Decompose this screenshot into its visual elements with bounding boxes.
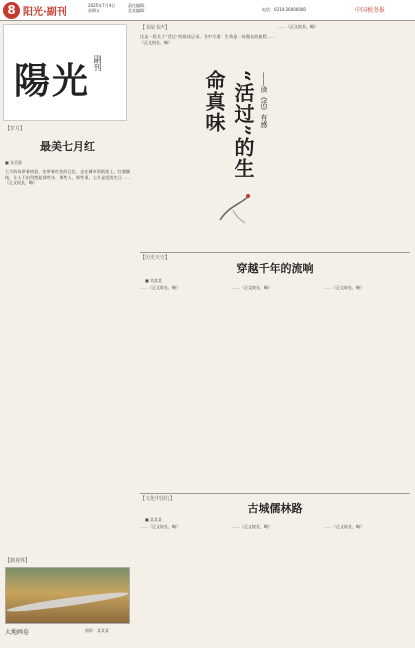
left-story-text: 七月的风带着热浪，也带着红色的记忆。走在城市的街道上，红旗飘扬，让人不由得想起那些年、那些人、那些事。七月是党的生日……（正文较长，略） — [5, 169, 130, 185]
mid-story-column-3: ……（正文较长，略） — [324, 285, 364, 290]
bottom-story-byline: ■ 某某某 — [145, 517, 163, 522]
bottom-story-columns — [140, 524, 410, 644]
crane-illustration — [215, 185, 255, 235]
bottom-story-column-2: ……（正文较长，略） — [232, 524, 272, 529]
mid-story-column-1: ……（正文较长，略） — [140, 285, 180, 290]
issue-date-line-2: 星期五 — [88, 8, 100, 13]
issue-date — [88, 3, 115, 13]
left-story-byline: ■ 张美静 — [5, 160, 23, 165]
left-story-title: 最美七月红 — [40, 140, 95, 153]
photo-credit: 摄影：某某某 — [85, 628, 109, 633]
section-divider — [140, 252, 410, 253]
river-shape — [6, 589, 129, 614]
photo-block — [5, 557, 130, 642]
top-story-text: 这是一段关于“活过”的阅读记录。书中写道：生命是一场漫长的旅程……（正文较长，略） — [140, 34, 275, 45]
page-number: 8 — [3, 2, 20, 19]
bottom-story-title: 古城儒林路 — [247, 502, 303, 515]
photo-caption: 大地画卷 — [5, 629, 30, 636]
masthead-subtitle: 副刊 — [93, 55, 102, 71]
left-story-tag: 【岁月】 — [5, 126, 26, 132]
photo-tag: 【微视界】 — [5, 558, 31, 564]
brand-mark: 中国税务报 — [355, 7, 386, 14]
top-story-tag: 【书屋书声】 — [140, 25, 171, 31]
masthead-title: 陽光 — [14, 60, 91, 102]
masthead — [3, 24, 127, 121]
bottom-story-column-3: ……（正文较长，略） — [324, 524, 364, 529]
bottom-story-column-1: ……（正文较长，略） — [140, 524, 180, 529]
left-column — [5, 125, 130, 550]
landscape-photo — [5, 567, 130, 624]
top-right-column — [278, 24, 410, 249]
section-divider — [140, 493, 410, 494]
mid-story-byline: ■ 刘某某 — [145, 278, 163, 283]
issue-date-line-1: 2025年7月4日 — [88, 3, 116, 8]
mid-story-tag: 【历史天空】 — [140, 255, 171, 261]
vertical-subtitle: ——读《活》有感 — [260, 72, 268, 128]
top-right-text: ……（正文较长，略） — [278, 24, 318, 29]
vertical-title: “活过”的生命真味 — [202, 70, 255, 180]
mid-story-title: 穿越千年的流响 — [236, 262, 314, 275]
page-header — [0, 0, 415, 21]
mid-story-column-2: ……（正文较长，略） — [232, 285, 272, 290]
section-title: 阳光·副刊 — [23, 7, 67, 18]
editor-info-line-2: 美术编辑： — [128, 8, 148, 13]
editor-info — [128, 3, 148, 13]
phone-info: 电话：0310-26000000 — [262, 7, 306, 12]
bottom-story-tag: 【文化中国行】 — [140, 496, 176, 502]
editor-info-line-1: 责任编辑： — [128, 3, 148, 8]
mid-story-columns — [140, 285, 410, 490]
